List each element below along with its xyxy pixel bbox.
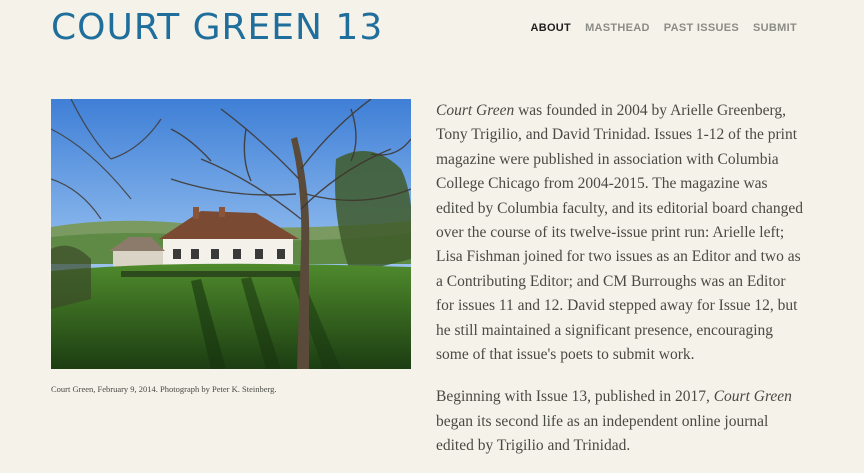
- nav-about[interactable]: ABOUT: [530, 22, 572, 34]
- photo-caption: Court Green, February 9, 2014. Photograph by Peter K. Steinberg.: [51, 384, 277, 394]
- paragraph-2-text: began its second life as an independent online journal edited by Trigilio and Trinidad.: [436, 412, 769, 455]
- nav-submit[interactable]: SUBMIT: [753, 22, 797, 34]
- paragraph-1-text: was founded in 2004 by Arielle Greenberg, Tony Trigilio, and David Trinidad. Issues 1-12 of the print magazine were published in association with Columbia College Chicago from 2004-2015. The magazine was edited by Columbia faculty, and its editorial board changed over the course of its twelve-issue print run: Arielle left; Lisa Fishman joined for two issues as an Editor and two as a Contributing Editor; and CM Burroughs was an Editor for issues 11 and 12. David stepped away for Issue 12, but he still maintained a significant presence, encouraging some of that issue's poets to submit work.: [436, 102, 804, 364]
- about-article: [436, 99, 806, 473]
- nav-masthead[interactable]: MASTHEAD: [585, 22, 650, 34]
- journal-name: Court Green: [713, 388, 792, 406]
- journal-name: Court Green: [436, 102, 515, 119]
- site-title[interactable]: COURT GREEN 13: [51, 7, 384, 48]
- nav-past-issues[interactable]: PAST ISSUES: [663, 22, 740, 34]
- about-paragraph-1: [436, 99, 806, 367]
- court-green-photo: [51, 99, 411, 369]
- paragraph-2-start: Beginning with Issue 13, published in 2017,: [436, 388, 714, 406]
- main-nav: [530, 21, 797, 35]
- about-paragraph-2: [436, 385, 806, 458]
